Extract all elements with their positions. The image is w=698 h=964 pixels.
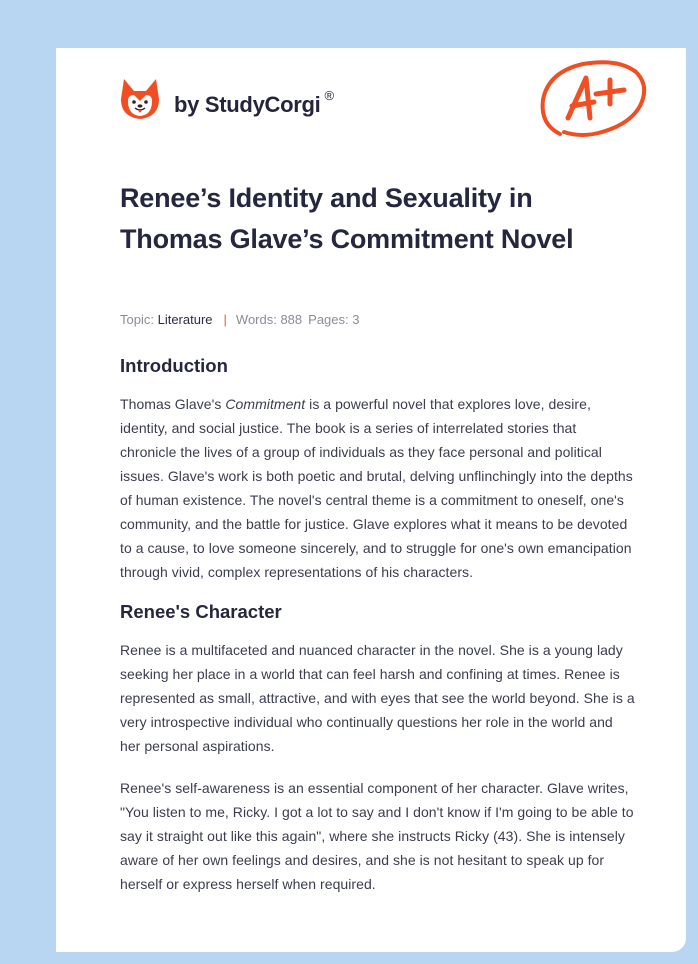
- topic-link[interactable]: Literature: [157, 312, 213, 327]
- meta-separator: |: [223, 312, 227, 327]
- studycorgi-logo[interactable]: [120, 76, 334, 122]
- paragraph: Thomas Glave's Commitment is a powerful novel that explores love, desire, identity, and social justice. The book is a series of interrelated stories that chronicle the lives of a group of individuals as they face personal and political issues. Glave's work is both poetic and brutal, delving unflinchingly into the depths of human existence. The novel's central theme is a commitment to oneself, one's community, and the battle for justice. Glave explores what it means to be devoted to a cause, to love someone sincerely, and to struggle for one's own emancipation through vivid, complex representations of his characters.: [120, 396, 633, 580]
- page-count: Pages: 3: [308, 312, 360, 327]
- a-plus-badge-icon: [538, 58, 648, 140]
- section-heading-renees-character: Renee's Character: [120, 601, 282, 622]
- section-heading-introduction: Introduction: [120, 355, 228, 376]
- article-body: [120, 352, 636, 896]
- paragraph: Renee's self-awareness is an essential component of her character. Glave writes, "You listen to me, Ricky. I got a lot to say and I don't know if I'm going to be able to say it straight out like this again", where she instructs Ricky (43). She is intensely aware of her own feelings and desires, and she is not hesitant to speak up for herself or express herself when required.: [120, 780, 634, 892]
- article-meta: [120, 312, 359, 327]
- article-title: Renee’s Identity and Sexuality in Thomas Glave’s Commitment Novel: [120, 183, 574, 254]
- topic-label: Topic:: [120, 312, 154, 327]
- corgi-icon: [120, 77, 160, 121]
- logo-text: by StudyCorgi ®: [174, 88, 334, 117]
- paragraph: Renee is a multifaceted and nuanced character in the novel. She is a young lady seeking her place in a world that can feel harsh and confining at times. Renee is represented as small, attractive, and with eyes that see the world beyond. She is a very introspective individual who continually questions her role in the world and her personal aspirations.: [120, 642, 635, 754]
- book-title: Commitment: [225, 396, 306, 412]
- word-count: Words: 888: [235, 312, 303, 327]
